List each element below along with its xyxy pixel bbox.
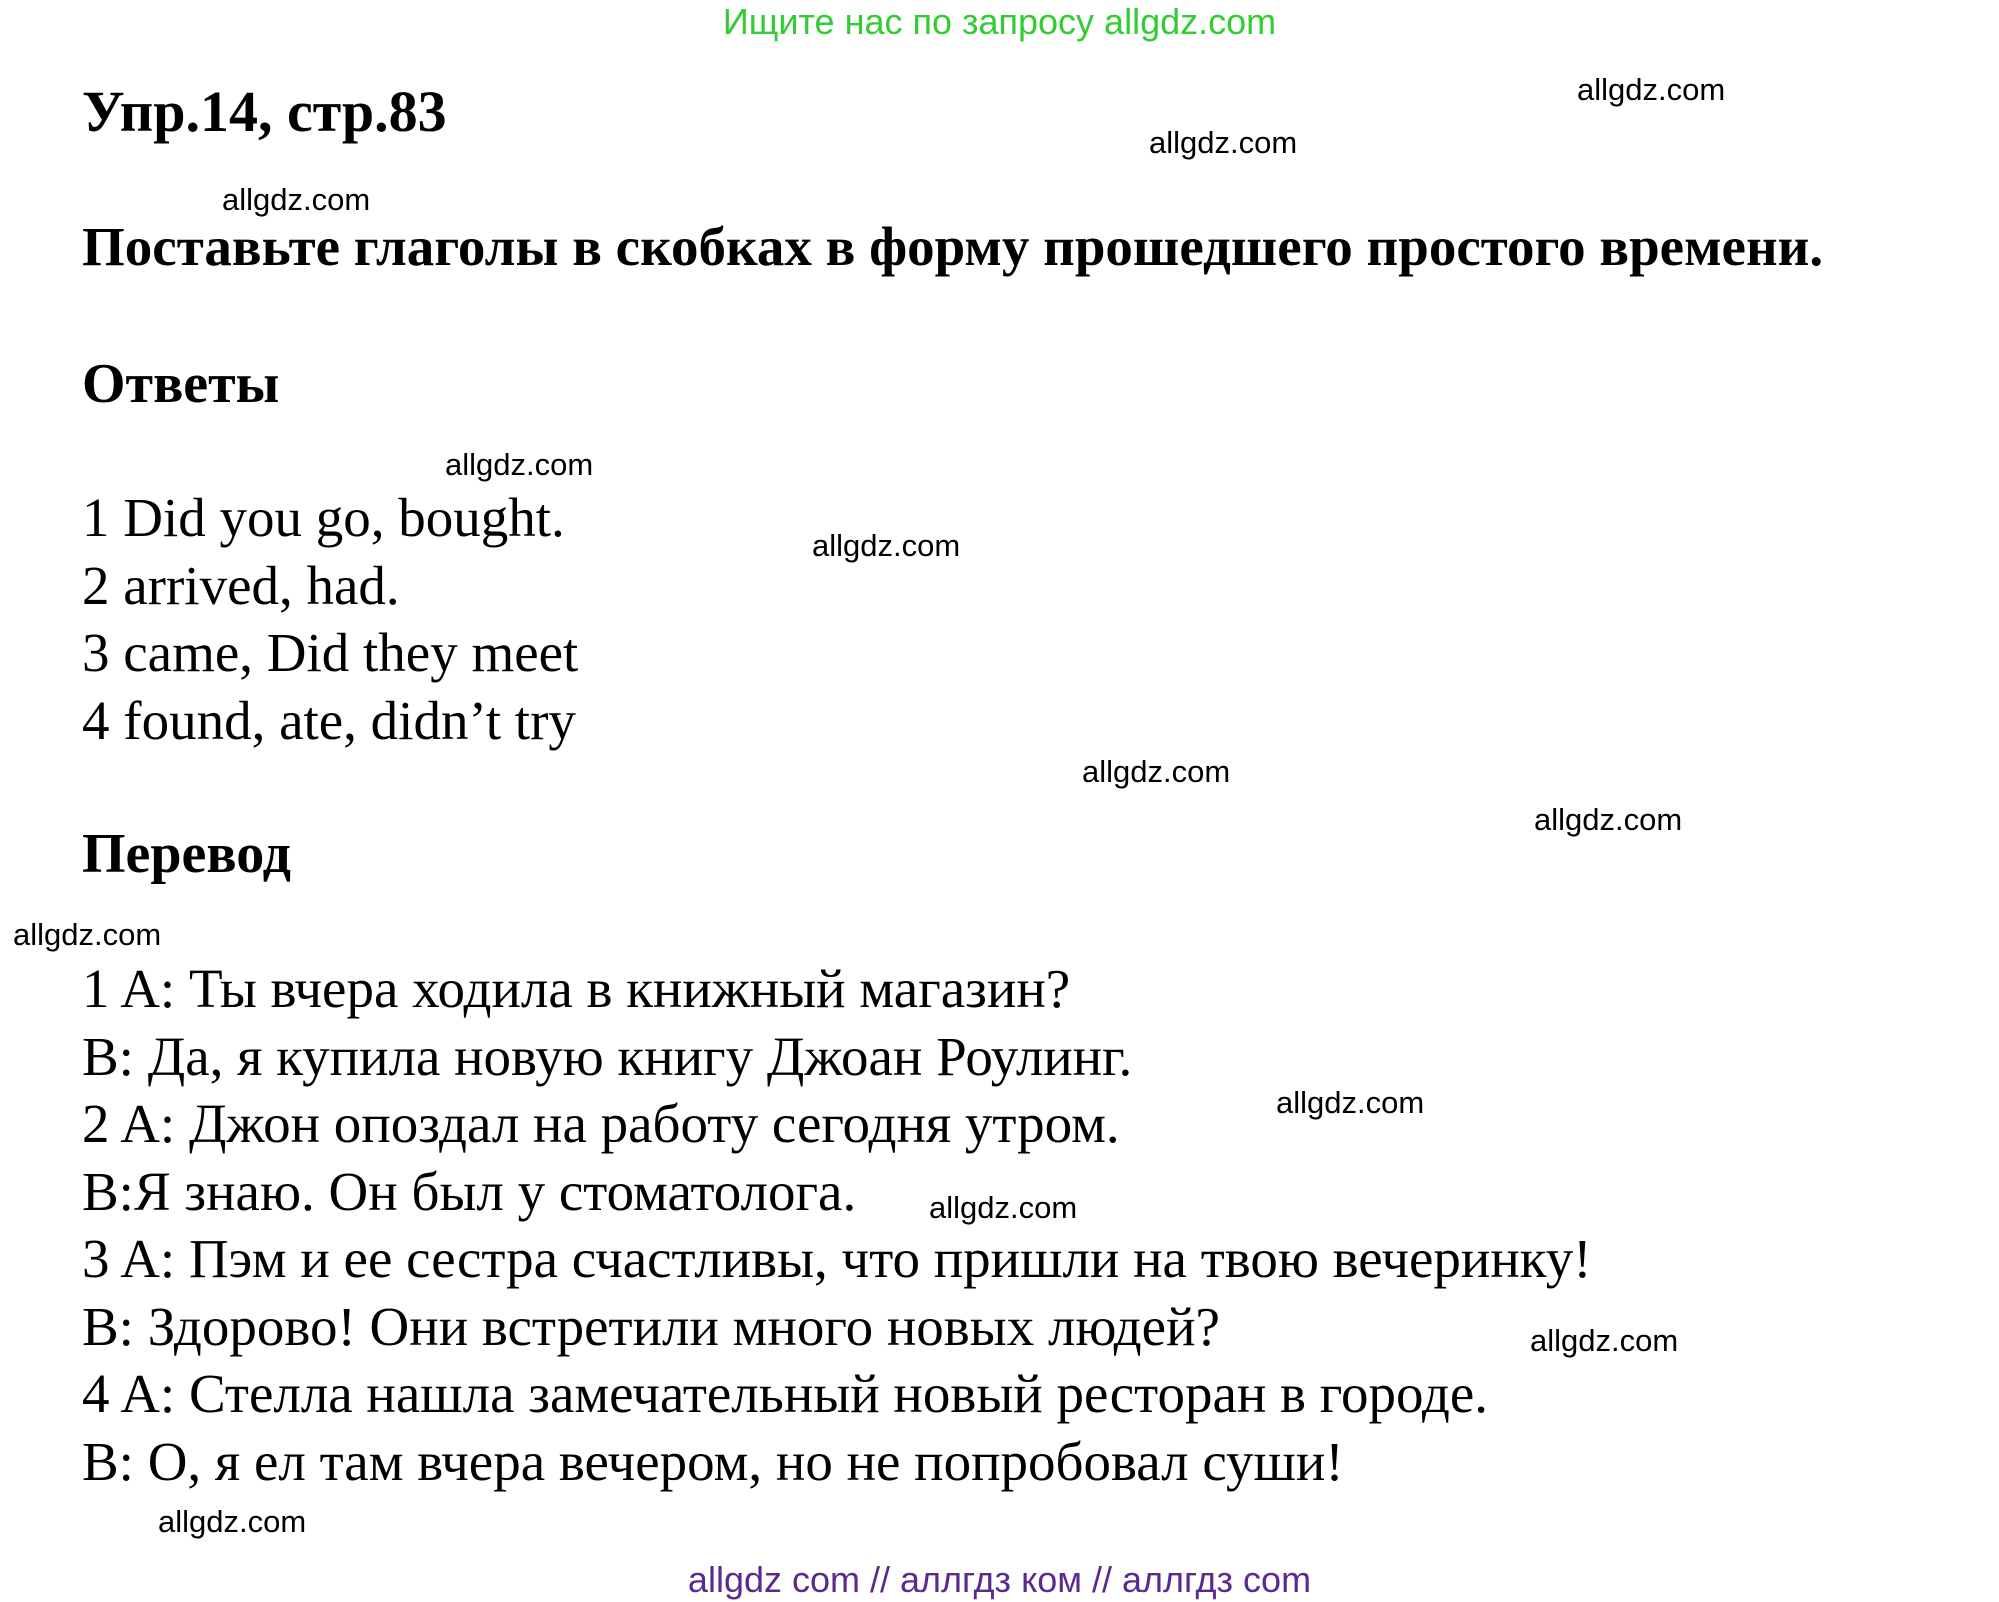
translation-line: B: О, я ел там вчера вечером, но не попробовал суши! (82, 1430, 1344, 1492)
translation-line: 2 A: Джон опоздал на работу сегодня утром. (82, 1093, 1120, 1154)
answers-list (82, 484, 578, 754)
watermark: allgdz.com (13, 917, 162, 952)
answers-heading: Ответы (82, 353, 280, 415)
watermark: allgdz.com (1149, 125, 1298, 160)
watermark: allgdz.com (1276, 1085, 1425, 1120)
watermark: allgdz.com (222, 182, 371, 217)
footer-banner: allgdz com // аллгдз ком // аллгдз com (687, 1559, 1312, 1600)
translation-list (82, 955, 1592, 1495)
watermark: allgdz.com (929, 1190, 1078, 1225)
task-instruction: Поставьте глаголы в скобках в форму прошедшего простого времени. (82, 216, 1824, 277)
answer-line: 3 came, Did they meet (82, 622, 579, 683)
watermark: allgdz.com (1082, 754, 1231, 789)
translation-line: 3 A: Пэм и ее сестра счастливы, что пришли на твою вечеринку! (82, 1228, 1592, 1289)
answer-line: 2 arrived, had. (82, 554, 400, 616)
translation-heading: Перевод (82, 823, 291, 885)
translation-line: B: Здорово! Они встретили много новых людей? (82, 1295, 1220, 1357)
translation-line: 4 A: Стелла нашла замечательный новый ресторан в городе. (82, 1363, 1489, 1424)
watermark: allgdz.com (1530, 1323, 1679, 1358)
answer-line: 4 found, ate, didn’t try (82, 689, 576, 751)
watermark: allgdz.com (1534, 802, 1683, 837)
translation-line: B: Да, я купила новую книгу Джоан Роулинг. (82, 1025, 1133, 1087)
watermark: allgdz.com (445, 447, 594, 482)
watermark: allgdz.com (158, 1504, 307, 1539)
translation-line: B:Я знаю. Он был у стоматолога. (82, 1160, 857, 1222)
watermark: allgdz.com (1577, 72, 1726, 107)
site-search-banner: Ищите нас по запросу allgdz.com (722, 1, 1277, 42)
exercise-title: Упр.14, стр.83 (82, 79, 447, 144)
translation-line: 1 A: Ты вчера ходила в книжный магазин? (82, 958, 1071, 1019)
answer-line: 1 Did you go, bought. (82, 487, 565, 548)
watermark: allgdz.com (812, 528, 961, 563)
